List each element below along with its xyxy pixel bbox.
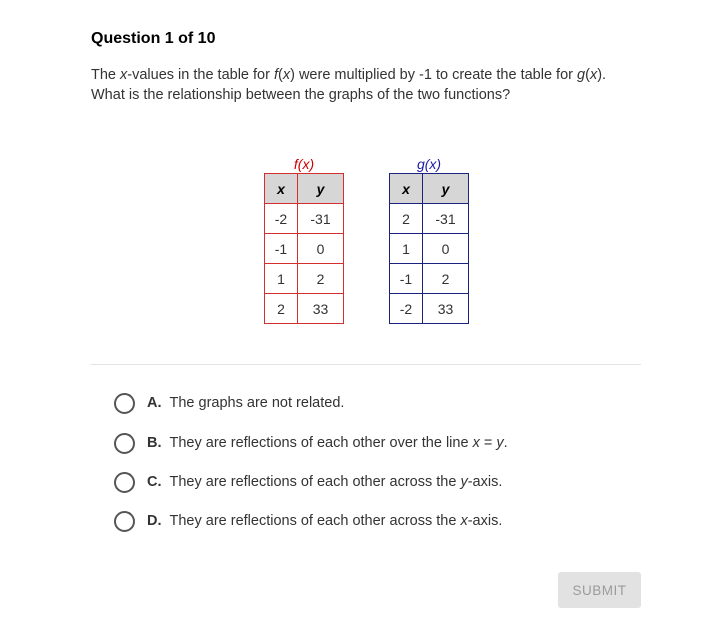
g-cell-y: -31	[423, 204, 469, 234]
g-header-y: y	[423, 174, 469, 204]
f-table-block	[264, 155, 344, 324]
f-header-y: y	[298, 174, 344, 204]
choice-a-letter: A.	[147, 395, 162, 411]
choice-d-text: They are reflections of each other across the x-axis.	[169, 513, 503, 529]
table-row	[265, 294, 344, 324]
g-cell-y: 33	[423, 294, 469, 324]
f-table-caption: f(x)	[293, 156, 315, 172]
choice-b-text: They are reflections of each other over the line x = y.	[169, 435, 508, 451]
f-cell-x: -2	[265, 204, 298, 234]
table-row	[390, 294, 469, 324]
question-counter: Question 1 of 10	[91, 30, 216, 47]
choice-c[interactable]	[114, 470, 502, 494]
f-cell-y: 0	[298, 234, 344, 264]
choice-a-text: The graphs are not related.	[169, 395, 345, 411]
submit-button[interactable]: SUBMIT	[558, 572, 641, 608]
choice-c-text: They are reflections of each other across the y-axis.	[169, 474, 503, 490]
g-table	[389, 173, 469, 324]
g-cell-y: 0	[423, 234, 469, 264]
g-cell-x: -2	[390, 294, 423, 324]
f-cell-x: 1	[265, 264, 298, 294]
choice-d-letter: D.	[147, 513, 162, 529]
f-cell-x: -1	[265, 234, 298, 264]
table-row	[390, 204, 469, 234]
choice-b-letter: B.	[147, 435, 162, 451]
table-row	[390, 234, 469, 264]
f-cell-y: 33	[298, 294, 344, 324]
g-table-caption: g(x)	[416, 156, 442, 172]
radio-button-d[interactable]	[114, 511, 135, 532]
radio-button-c[interactable]	[114, 472, 135, 493]
radio-button-a[interactable]	[114, 393, 135, 414]
g-cell-x: 1	[390, 234, 423, 264]
g-table-block	[389, 155, 469, 324]
radio-button-b[interactable]	[114, 433, 135, 454]
question-text: The x-values in the table for f(x) were multiplied by -1 to create the table for g(x). What is the relationship between the graphs of the two functions?	[91, 67, 607, 103]
g-cell-x: 2	[390, 204, 423, 234]
table-row	[265, 204, 344, 234]
choice-d[interactable]	[114, 509, 502, 533]
f-cell-x: 2	[265, 294, 298, 324]
f-header-x: x	[265, 174, 298, 204]
g-header-x: x	[390, 174, 423, 204]
table-row	[265, 234, 344, 264]
choice-a[interactable]	[114, 391, 344, 415]
g-cell-x: -1	[390, 264, 423, 294]
choice-c-letter: C.	[147, 474, 162, 490]
choice-b[interactable]	[114, 431, 508, 455]
f-cell-y: 2	[298, 264, 344, 294]
table-row	[390, 264, 469, 294]
divider	[91, 364, 641, 365]
table-row	[265, 264, 344, 294]
f-cell-y: -31	[298, 204, 344, 234]
g-cell-y: 2	[423, 264, 469, 294]
f-table	[264, 173, 344, 324]
